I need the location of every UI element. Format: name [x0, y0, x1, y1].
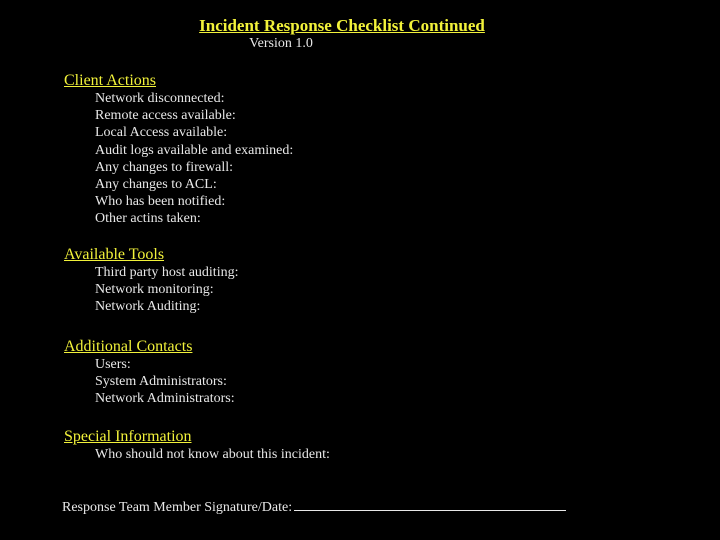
version-label: Version 1.0: [249, 36, 313, 51]
list-item: System Administrators:: [95, 374, 227, 390]
section-heading: Additional Contacts: [64, 338, 193, 355]
list-item: Any changes to firewall:: [95, 159, 234, 175]
signature-row: [62, 496, 566, 516]
list-item: Network monitoring:: [95, 282, 214, 298]
signature-label: Response Team Member Signature/Date:: [62, 500, 293, 515]
list-item: Who has been notified:: [95, 194, 226, 210]
section-client-actions: [64, 72, 293, 228]
signature-line[interactable]: [294, 496, 566, 511]
page-title: Incident Response Checklist Continued: [199, 16, 485, 35]
list-item: Third party host auditing:: [95, 265, 239, 280]
list-item: Audit logs available and examined:: [95, 142, 294, 158]
list-item: Who should not know about this incident:: [95, 447, 330, 462]
section-available-tools: [64, 246, 238, 316]
list-item: Network Administrators:: [95, 391, 235, 407]
list-item: Any changes to ACL:: [95, 177, 217, 193]
available-tools-list: [64, 264, 238, 316]
section-heading: Client Actions: [64, 72, 156, 89]
section-heading: Special Information: [64, 428, 192, 445]
list-item: Network disconnected:: [95, 91, 225, 106]
list-item: Users:: [95, 357, 131, 372]
special-information-list: [64, 446, 330, 463]
additional-contacts-list: [64, 356, 235, 408]
list-item: Other actins taken:: [95, 211, 201, 227]
section-heading: Available Tools: [64, 246, 165, 263]
section-special-information: [64, 428, 330, 463]
list-item: Remote access available:: [95, 108, 236, 124]
client-actions-list: [64, 90, 293, 228]
list-item: Local Access available:: [95, 125, 228, 141]
list-item: Network Auditing:: [95, 299, 201, 315]
section-additional-contacts: [64, 338, 235, 408]
